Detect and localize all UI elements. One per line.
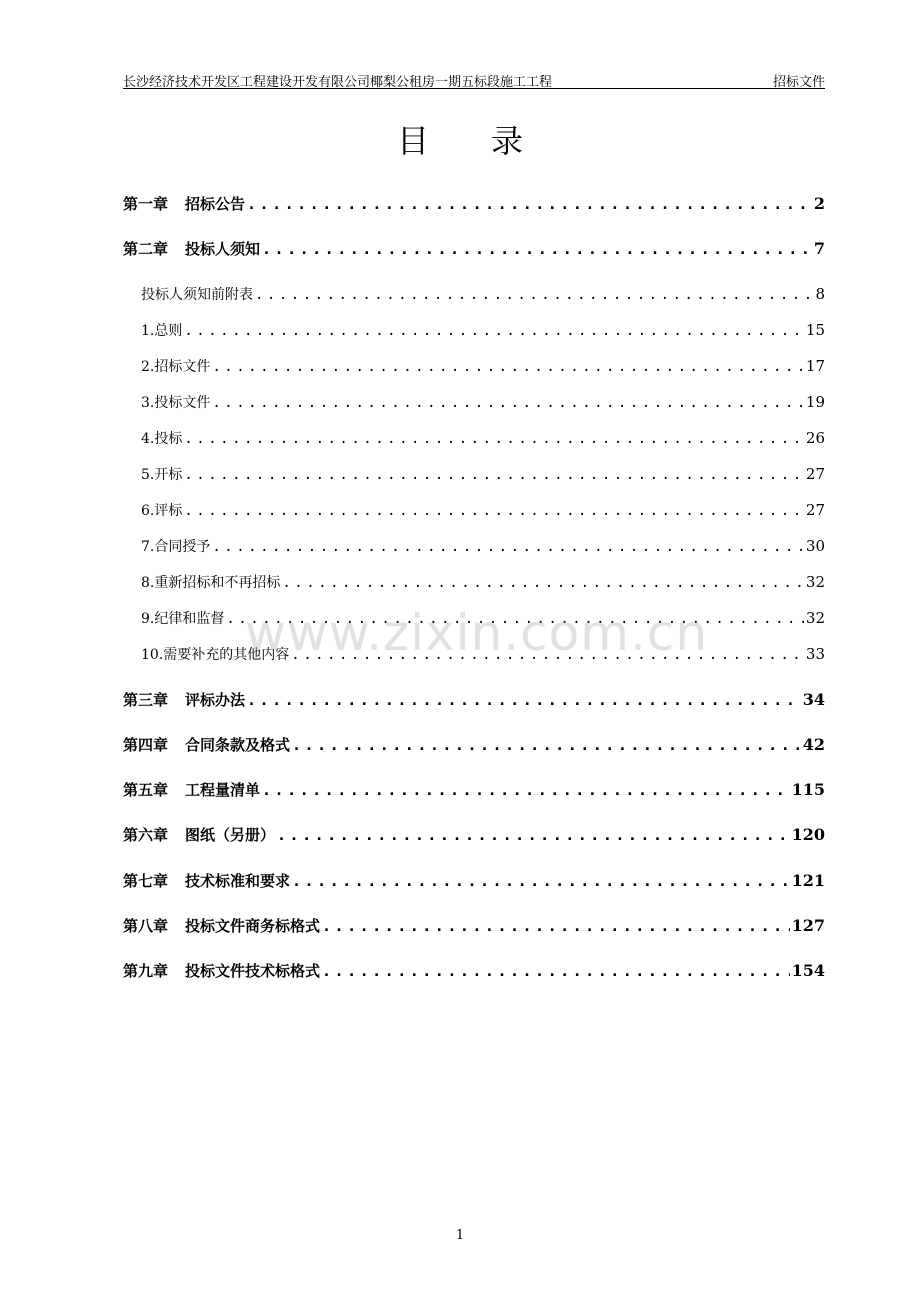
toc-page-number: 2 (813, 194, 825, 213)
toc-entry-label: 投标人须知前附表 (141, 287, 253, 303)
toc-page-number: 121 (791, 871, 825, 890)
toc-entry-label: 7.合同授予 (141, 539, 211, 555)
toc-entry-label: 技术标准和要求 (185, 872, 291, 890)
toc-entry-section-8[interactable] (141, 572, 825, 594)
toc-entry-section-3[interactable] (141, 392, 825, 414)
toc-entry-label: 5.开标 (141, 467, 183, 483)
toc-page-number: 42 (802, 735, 825, 754)
toc-entry-section-9[interactable] (141, 608, 825, 630)
toc-entry-chapter-3[interactable] (123, 689, 825, 711)
toc-leader-dots (212, 395, 804, 411)
toc-page-number: 19 (805, 393, 825, 411)
toc-leader-dots (277, 826, 790, 844)
toc-page-number: 8 (815, 285, 825, 303)
toc-leader-dots (322, 962, 790, 980)
toc-page-number: 32 (805, 573, 825, 591)
toc-entry-chapter-4[interactable] (123, 734, 825, 756)
toc-leader-dots (184, 467, 804, 483)
toc-entry-label: 6.评标 (141, 503, 183, 519)
toc-entry-label: 3.投标文件 (141, 395, 211, 411)
toc-page-number: 27 (805, 501, 825, 519)
toc-leader-dots (262, 781, 790, 799)
toc-page-number: 33 (805, 645, 825, 663)
toc-page-number: 26 (805, 429, 825, 447)
toc-title: 目录 (396, 122, 585, 160)
toc-entry-chapter-7[interactable] (123, 870, 825, 892)
toc-leader-dots (291, 647, 804, 663)
toc-leader-dots (322, 917, 790, 935)
toc-page-number: 34 (802, 690, 825, 709)
toc-leader-dots (247, 691, 801, 709)
toc-entry-section-1[interactable] (141, 320, 825, 342)
header-project-title: 长沙经济技术开发区工程建设开发有限公司椰梨公租房一期五标段施工工程 (123, 75, 553, 90)
toc-entry-label: 投标文件商务标格式 (185, 917, 321, 935)
toc-leader-dots (247, 195, 812, 213)
toc-entry-section-2[interactable] (141, 356, 825, 378)
toc-entry-section-4[interactable] (141, 428, 825, 450)
toc-entry-chapter-9[interactable] (123, 960, 825, 982)
toc-entry-label: 工程量清单 (185, 781, 261, 799)
toc-entry-chapter-8[interactable] (123, 915, 825, 937)
toc-leader-dots (212, 539, 804, 555)
toc-leader-dots (292, 872, 790, 890)
toc-leader-dots (255, 287, 813, 303)
toc-entry-section-7[interactable] (141, 536, 825, 558)
toc-leader-dots (282, 575, 804, 591)
toc-entry-label: 投标人须知 (185, 240, 261, 258)
toc-leader-dots (184, 431, 804, 447)
toc-chapter-number: 第八章 (123, 917, 169, 935)
toc-entry-label: 投标文件技术标格式 (185, 962, 321, 980)
toc-page-number: 154 (791, 961, 825, 980)
toc-entry-chapter-5[interactable] (123, 779, 825, 801)
toc-chapter-number: 第六章 (123, 826, 169, 844)
toc-chapter-number: 第九章 (123, 962, 169, 980)
toc-page-number: 30 (805, 537, 825, 555)
toc-entry-chapter-1[interactable] (123, 193, 825, 215)
toc-chapter-number: 第二章 (123, 240, 169, 258)
toc-page-number: 17 (805, 357, 825, 375)
toc-entry-label: 2.招标文件 (141, 359, 211, 375)
header-doc-type: 招标文件 (772, 75, 825, 90)
toc-leader-dots (184, 323, 804, 339)
toc-entry-label: 合同条款及格式 (185, 736, 291, 754)
toc-entry-label: 8.重新招标和不再招标 (141, 575, 281, 591)
toc-page-number: 7 (813, 239, 825, 258)
toc-leader-dots (212, 359, 804, 375)
toc-chapter-number: 第五章 (123, 781, 169, 799)
toc-page-number: 127 (791, 916, 825, 935)
toc-chapter-number: 第七章 (123, 872, 169, 890)
toc-chapter-number: 第三章 (123, 691, 169, 709)
toc-entry-section-10[interactable] (141, 644, 825, 666)
toc-entry-chapter-2[interactable] (123, 238, 825, 260)
toc-entry-label: 9.纪律和监督 (141, 611, 225, 627)
toc-chapter-number: 第一章 (123, 195, 169, 213)
toc-entry-front-table[interactable] (141, 284, 825, 306)
toc-leader-dots (262, 240, 812, 258)
toc-page-number: 115 (791, 780, 825, 799)
toc-leader-dots (184, 503, 804, 519)
toc-entry-label: 图纸（另册） (185, 826, 276, 844)
watermark-text: www.zixin.com.cn (245, 604, 709, 662)
toc-entry-label: 4.投标 (141, 431, 183, 447)
toc-entry-label: 10.需要补充的其他内容 (141, 647, 290, 663)
toc-entry-label: 评标办法 (185, 691, 246, 709)
toc-page-number: 15 (805, 321, 825, 339)
toc-page-number: 27 (805, 465, 825, 483)
toc-entry-label: 招标公告 (185, 195, 246, 213)
page-number-footer: 1 (455, 1228, 465, 1243)
toc-entry-label: 1.总则 (141, 323, 183, 339)
toc-chapter-number: 第四章 (123, 736, 169, 754)
toc-entry-chapter-6[interactable] (123, 824, 825, 846)
toc-page-number: 32 (805, 609, 825, 627)
toc-leader-dots (292, 736, 801, 754)
toc-leader-dots (226, 611, 804, 627)
toc-entry-section-5[interactable] (141, 464, 825, 486)
toc-entry-section-6[interactable] (141, 500, 825, 522)
toc-page-number: 120 (791, 825, 825, 844)
